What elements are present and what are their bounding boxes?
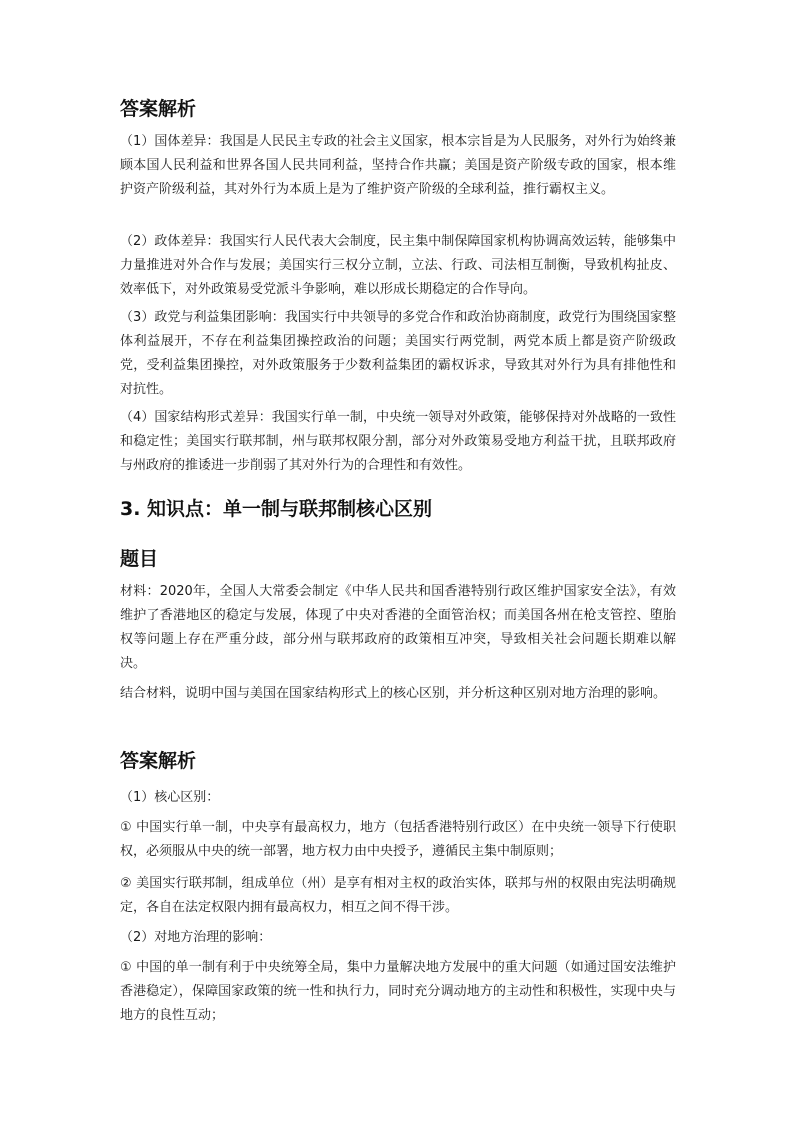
core-difference-usa: ② 美国实行联邦制，组成单位（州）是享有相对主权的政治实体，联邦与州的权限由宪法明确规定，各自在法定权限内拥有最高权力，相互之间不得干涉。 bbox=[120, 876, 676, 915]
governance-impact-label: （2）对地方治理的影响： bbox=[120, 930, 272, 945]
answer-paragraph-state-structure: （4）国家结构形式差异：我国实行单一制，中央统一领导对外政策，能够保持对外战略的一致性和稳定性；美国实行联邦制，州与联邦权限分割，部分对外政策易受地方利益干扰，且联邦政府与州政府的推诿进一步削弱了其对外行为的合理性和有效性。 bbox=[120, 410, 676, 473]
governance-impact-china: ① 中国的单一制有利于中央统筹全局，集中力量解决地方发展中的重大问题（如通过国安法维护香港稳定），保障国家政策的统一性和执行力，同时充分调动地方的主动性和积极性，实现中央与地方的良性互动； bbox=[120, 960, 676, 1023]
answer-heading: 答案解析 bbox=[120, 98, 197, 120]
question-heading: 题目 bbox=[120, 548, 159, 570]
answer-heading-2: 答案解析 bbox=[120, 750, 197, 772]
section-title: 3. 知识点：单一制与联邦制核心区别 bbox=[120, 498, 433, 520]
answer-paragraph-party-system: （3）政党与利益集团影响：我国实行中共领导的多党合作和政治协商制度，政党行为围绕国家整体利益展开，不存在利益集团操控政治的问题；美国实行两党制，两党本质上都是资产阶级政党，受利益集团操控，对外政策服务于少数利益集团的霸权诉求，导致其对外行为具有排他性和对抗性。 bbox=[120, 310, 676, 397]
question-material: 材料：2020年，全国人大常委会制定《中华人民共和国香港特别行政区维护国家安全法》，有效维护了香港地区的稳定与发展，体现了中央对香港的全面管治权；而美国各州在枪支管控、堕胎权等问题上存在严重分歧，部分州与联邦政府的政策相互冲突，导致相关社会问题长期难以解决。 bbox=[120, 584, 676, 671]
answer-paragraph-government-system: （2）政体差异：我国实行人民代表大会制度，民主集中制保障国家机构协调高效运转，能够集中力量推进对外合作与发展；美国实行三权分立制，立法、行政、司法相互制衡，导致机构扯皮、效率低下，对外政策易受党派斗争影响，难以形成长期稳定的合作导向。 bbox=[120, 234, 676, 297]
question-text: 结合材料，说明中国与美国在国家结构形式上的核心区别，并分析这种区别对地方治理的影响。 bbox=[120, 686, 667, 701]
core-difference-china: ① 中国实行单一制，中央享有最高权力，地方（包括香港特别行政区）在中央统一领导下行使职权，必须服从中央的统一部署，地方权力由中央授予，遵循民主集中制原则； bbox=[120, 820, 676, 859]
core-difference-label: （1）核心区别： bbox=[120, 790, 220, 805]
answer-paragraph-state-system: （1）国体差异：我国是人民民主专政的社会主义国家，根本宗旨是为人民服务，对外行为始终兼顾本国人民利益和世界各国人民共同利益，坚持合作共赢；美国是资产阶级专政的国家，根本维护资产阶级利益，其对外行为本质上是为了维护资产阶级的全球利益，推行霸权主义。 bbox=[120, 134, 676, 197]
